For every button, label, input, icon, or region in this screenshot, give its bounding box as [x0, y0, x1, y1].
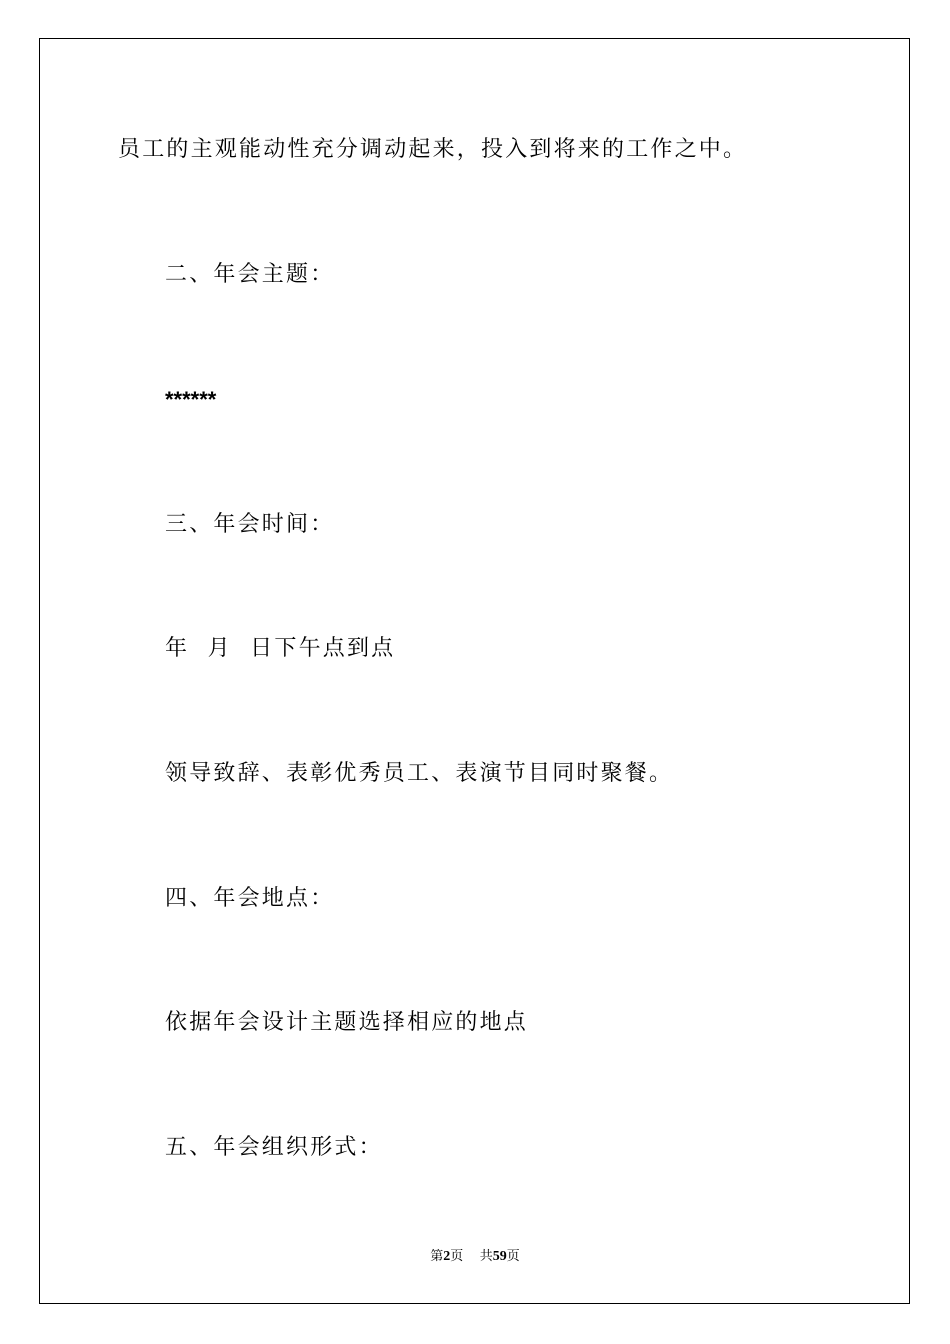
theme-placeholder: ******: [165, 387, 217, 412]
page-frame: [39, 38, 910, 1304]
footer-page-suffix: 页: [450, 1249, 464, 1264]
footer-page-number: 2: [443, 1249, 451, 1264]
venue-details: 依据年会设计主题选择相应的地点: [165, 1010, 529, 1035]
footer-total-suffix: 页: [506, 1249, 520, 1264]
footer-total-prefix: 共: [479, 1249, 493, 1264]
page-footer: [0, 1248, 950, 1266]
time-details: 年 月 日下午点到点: [165, 636, 396, 661]
agenda-text: 领导致辞、表彰优秀员工、表演节目同时聚餐。: [165, 761, 674, 786]
paragraph-continuation: 员工的主观能动性充分调动起来，投入到将来的工作之中。: [118, 137, 748, 162]
heading-organization-form: 五、年会组织形式：: [165, 1135, 383, 1160]
footer-total-pages: 59: [492, 1249, 507, 1264]
heading-annual-theme: 二、年会主题：: [165, 262, 335, 287]
footer-page-prefix: 第: [430, 1249, 444, 1264]
heading-annual-time: 三、年会时间：: [165, 512, 335, 537]
heading-annual-venue: 四、年会地点：: [165, 886, 335, 911]
